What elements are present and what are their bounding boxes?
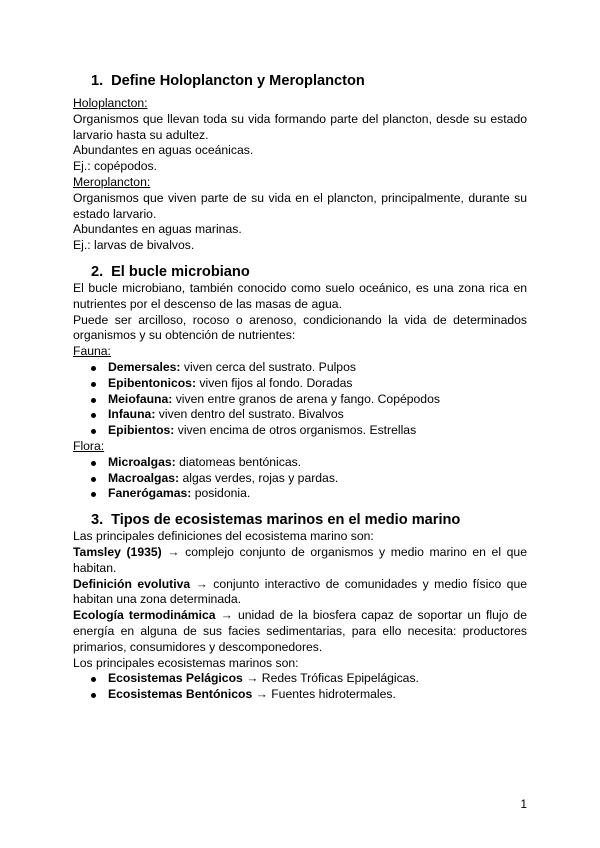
bucle-paragraph-1: El bucle microbiano, también conocido como suelo oceánico, es una zona rica en nutrientes por el descenso de las masas de agua. — [73, 280, 527, 311]
definition-desc: → unidad de la biosfera capaz de soportar un flujo de energía en alguna de sus facies sedimentarias, para ello necesita: productores primarios, consumidores y descomponedores. — [73, 608, 527, 654]
fauna-label: Fauna: — [73, 344, 111, 359]
flora-desc: diatomeas bentónicas. — [175, 454, 302, 469]
fauna-list — [73, 360, 527, 439]
list-item — [91, 392, 527, 408]
document-page — [73, 72, 527, 703]
list-item — [91, 687, 527, 703]
section-title: Tipos de ecosistemas marinos en el medio marino — [111, 512, 461, 529]
list-item — [91, 407, 527, 423]
flora-term: Fanerógamas: — [108, 486, 192, 501]
list-item — [91, 486, 527, 502]
flora-term: Microalgas: — [108, 454, 176, 469]
ecosistema-outro: Los principales ecosistemas marinos son: — [73, 655, 299, 670]
page-number: 1 — [520, 797, 527, 811]
fauna-desc: viven fijos al fondo. Doradas — [196, 375, 353, 390]
meroplancton-example: Ej.: larvas de bivalvos. — [73, 238, 195, 253]
list-item — [91, 360, 527, 376]
ecosystem-term: Ecosistemas Bentónicos — [108, 687, 253, 702]
meroplancton-label: Meroplancton: — [73, 174, 151, 189]
section-3-heading — [73, 511, 527, 529]
flora-desc: posidonia. — [191, 486, 251, 501]
section-title: El bucle microbiano — [111, 263, 250, 280]
holoplancton-definition: Organismos que llevan toda su vida formando parte del plancton, desde su estado larvario hasta su adultez. — [73, 111, 527, 142]
fauna-desc: viven dentro del sustrato. Bivalvos — [155, 407, 344, 422]
holoplancton-example: Ej.: copépodos. — [73, 159, 158, 174]
definition-desc: → complejo conjunto de organismos y medio marino en el que habitan. — [73, 544, 527, 575]
fauna-term: Meiofauna: — [108, 391, 173, 406]
section-title: Define Holoplancton y Meroplancton — [111, 73, 365, 89]
section-number: 1. — [91, 73, 104, 89]
list-item — [91, 455, 527, 471]
meroplancton-definition: Organismos que viven parte de su vida en el plancton, principalmente, durante su estado larvario. — [73, 190, 527, 221]
definition-desc: → conjunto interactivo de comunidades y medio físico que habitan una zona determinada. — [73, 576, 527, 607]
definition-term: Tamsley (1935) — [73, 544, 162, 559]
holoplancton-habitat: Abundantes en aguas oceánicas. — [73, 143, 254, 158]
fauna-term: Epibientos: — [108, 423, 175, 438]
bucle-paragraph-2: Puede ser arcilloso, rocoso o arenoso, condicionando la vida de determinados organismos y su obtención de nutrientes: — [73, 312, 527, 343]
flora-term: Macroalgas: — [108, 470, 180, 485]
flora-label: Flora: — [73, 438, 105, 453]
definition-term: Definición evolutiva — [73, 576, 191, 591]
definition-term: Ecología termodinámica — [73, 608, 216, 623]
section-number: 3. — [91, 512, 104, 529]
flora-list — [73, 455, 527, 502]
holoplancton-label: Holoplancton: — [73, 96, 148, 110]
section-1-heading — [73, 72, 527, 90]
fauna-term: Infauna: — [108, 407, 156, 422]
meroplancton-habitat: Abundantes en aguas marinas. — [73, 222, 242, 237]
fauna-term: Epibentonicos: — [108, 375, 197, 390]
fauna-desc: viven encima de otros organismos. Estrellas — [174, 423, 417, 438]
ecosistema-intro: Las principales definiciones del ecosistema marino son: — [73, 529, 374, 544]
list-item — [91, 471, 527, 487]
ecosystem-term: Ecosistemas Pelágicos — [108, 671, 243, 686]
section-2-heading — [73, 263, 527, 281]
list-item — [91, 423, 527, 439]
list-item — [91, 376, 527, 392]
definition-item — [73, 608, 527, 655]
list-item — [91, 671, 527, 687]
fauna-term: Demersales: — [108, 359, 181, 374]
fauna-desc: viven cerca del sustrato. Pulpos — [180, 359, 356, 374]
section-number: 2. — [91, 263, 104, 280]
definition-item — [73, 577, 527, 609]
fauna-desc: viven entre granos de arena y fango. Copépodos — [172, 391, 440, 406]
ecosystem-desc: → Fuentes hidrotermales. — [252, 687, 396, 702]
ecosystem-desc: → Redes Tróficas Epipelágicas. — [242, 671, 419, 686]
ecosystems-list — [73, 671, 527, 703]
flora-desc: algas verdes, rojas y pardas. — [179, 470, 339, 485]
definition-item — [73, 545, 527, 577]
